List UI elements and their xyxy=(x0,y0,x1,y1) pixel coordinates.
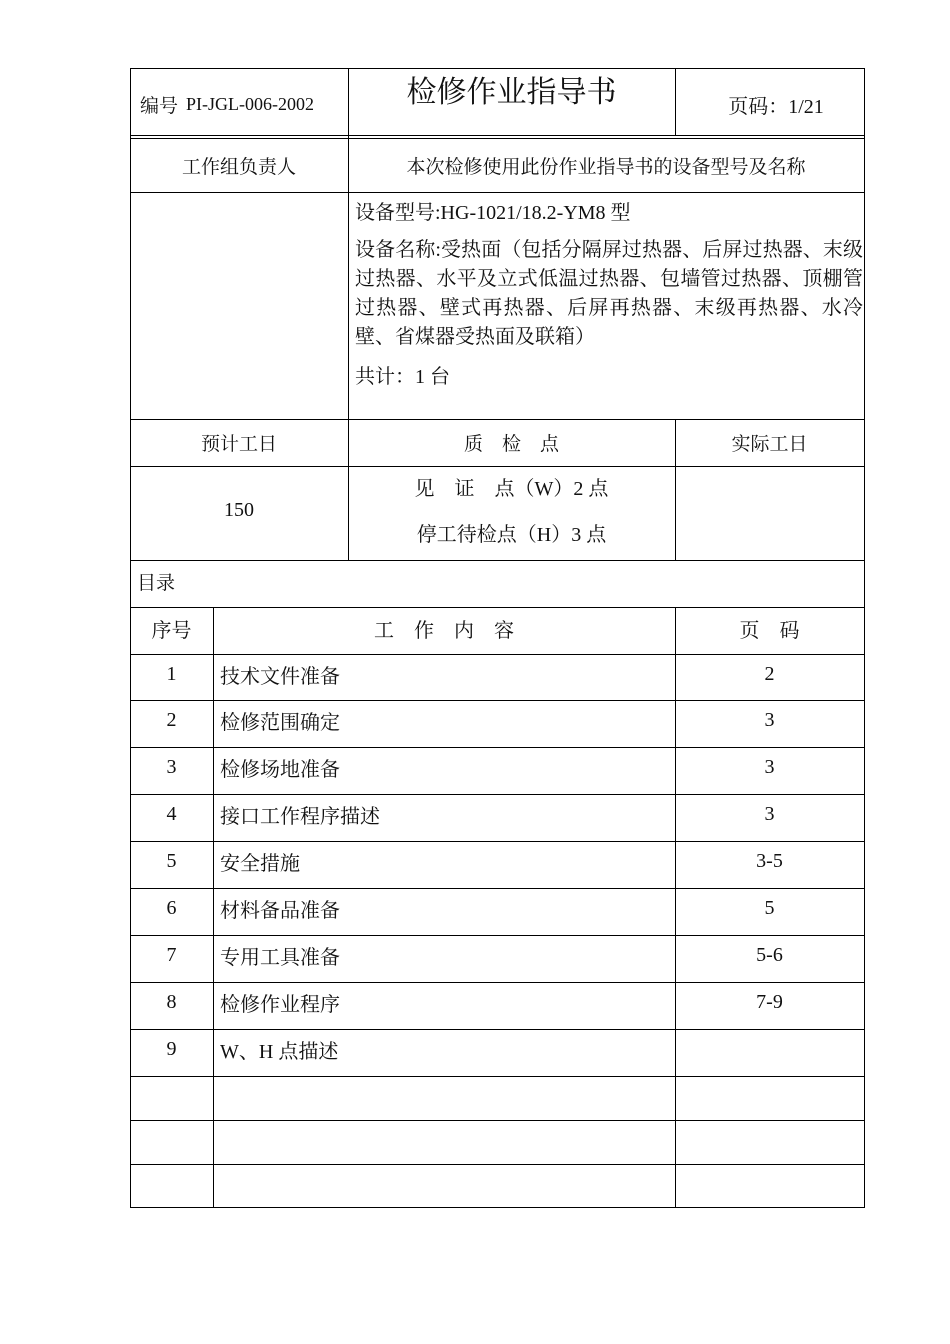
toc-row-no: 4 xyxy=(166,802,177,825)
planned-days-value: 150 xyxy=(224,498,254,521)
quality-points-header: 质 检 点 xyxy=(463,433,559,455)
rule-bottom xyxy=(130,1207,864,1208)
toc-row-no: 1 xyxy=(166,662,177,685)
toc-row-page: 2 xyxy=(764,662,775,685)
toc-col-content: 工 作 内 容 xyxy=(374,619,514,642)
planned-days-header: 预计工日 xyxy=(200,433,277,455)
toc-row-content: 技术文件准备 xyxy=(220,665,340,688)
toc-col-page: 页 码 xyxy=(739,619,800,642)
toc-row-content: 安全措施 xyxy=(220,852,300,875)
toc-row-no: 3 xyxy=(166,755,177,778)
toc-row-page xyxy=(675,1120,864,1164)
actual-days-header: 实际工日 xyxy=(731,433,808,455)
toc-row-page xyxy=(675,1076,864,1120)
equipment-details xyxy=(355,198,863,416)
toc-row-no xyxy=(130,1120,213,1164)
equipment-model: 设备型号:HG-1021/18.2-YM8 型 xyxy=(355,202,631,224)
toc-row-page xyxy=(675,1029,864,1069)
toc-row-content: 检修作业程序 xyxy=(220,993,340,1016)
equipment-total: 共计：1 台 xyxy=(355,366,450,388)
toc-row-no xyxy=(130,1164,213,1207)
toc-row-content: 专用工具准备 xyxy=(220,946,340,969)
toc-row-content xyxy=(220,1164,670,1207)
equipment-name: 设备名称:受热面（包括分隔屏过热器、后屏过热器、末级过热器、水平及立式低温过热器、包墙管过热器、顶棚管过热器、壁式再热器、后屏再热器、末级再热器、水冷壁、省煤器受热面及联箱） xyxy=(355,239,863,348)
toc-row-content: 检修场地准备 xyxy=(220,758,340,781)
leader-header: 工作组负责人 xyxy=(181,155,296,178)
toc-row-content: W、H 点描述 xyxy=(220,1040,339,1063)
toc-row-no: 7 xyxy=(166,943,177,966)
toc-row-content: 检修范围确定 xyxy=(220,711,340,734)
rule-col-no xyxy=(213,607,214,1207)
toc-row-page: 3-5 xyxy=(756,849,783,872)
witness-point: 见 证 点（W）2 点 xyxy=(414,477,609,500)
document-title: 检修作业指导书 xyxy=(406,75,617,110)
toc-row-no xyxy=(130,1076,213,1120)
rule-header-bottom xyxy=(130,135,864,136)
toc-row-page: 3 xyxy=(764,755,775,778)
toc-row-no: 6 xyxy=(166,896,177,919)
toc-row-page xyxy=(675,1164,864,1207)
document-code-label: 编号 xyxy=(140,94,179,117)
toc-row-page: 3 xyxy=(764,708,775,731)
rule-right xyxy=(864,68,865,1208)
equipment-header: 本次检修使用此份作业指导书的设备型号及名称 xyxy=(406,155,806,178)
toc-row-content: 材料备品准备 xyxy=(220,899,340,922)
leader-value xyxy=(130,192,348,419)
toc-row-page: 5-6 xyxy=(756,943,783,966)
rule-col-b-header xyxy=(675,68,676,135)
toc-row-content xyxy=(220,1120,670,1164)
toc-row-no: 8 xyxy=(166,990,177,1013)
document-code-value: PI-JGL-006-2002 xyxy=(186,93,315,114)
toc-row-page: 7-9 xyxy=(756,990,783,1013)
toc-title: 目录 xyxy=(137,571,176,594)
toc-col-no: 序号 xyxy=(151,619,192,642)
hold-point: 停工待检点（H）3 点 xyxy=(416,523,607,546)
toc-row-no: 2 xyxy=(166,708,177,731)
page-number: 页码：1/21 xyxy=(728,95,824,118)
actual-days-value xyxy=(675,466,864,560)
toc-row-page: 5 xyxy=(764,896,775,919)
toc-row-content xyxy=(220,1076,670,1120)
toc-row-no: 5 xyxy=(166,849,177,872)
document-code xyxy=(140,82,345,126)
toc-row-content: 接口工作程序描述 xyxy=(220,805,380,828)
toc-row-no: 9 xyxy=(166,1037,177,1060)
toc-row-page: 3 xyxy=(764,802,775,825)
